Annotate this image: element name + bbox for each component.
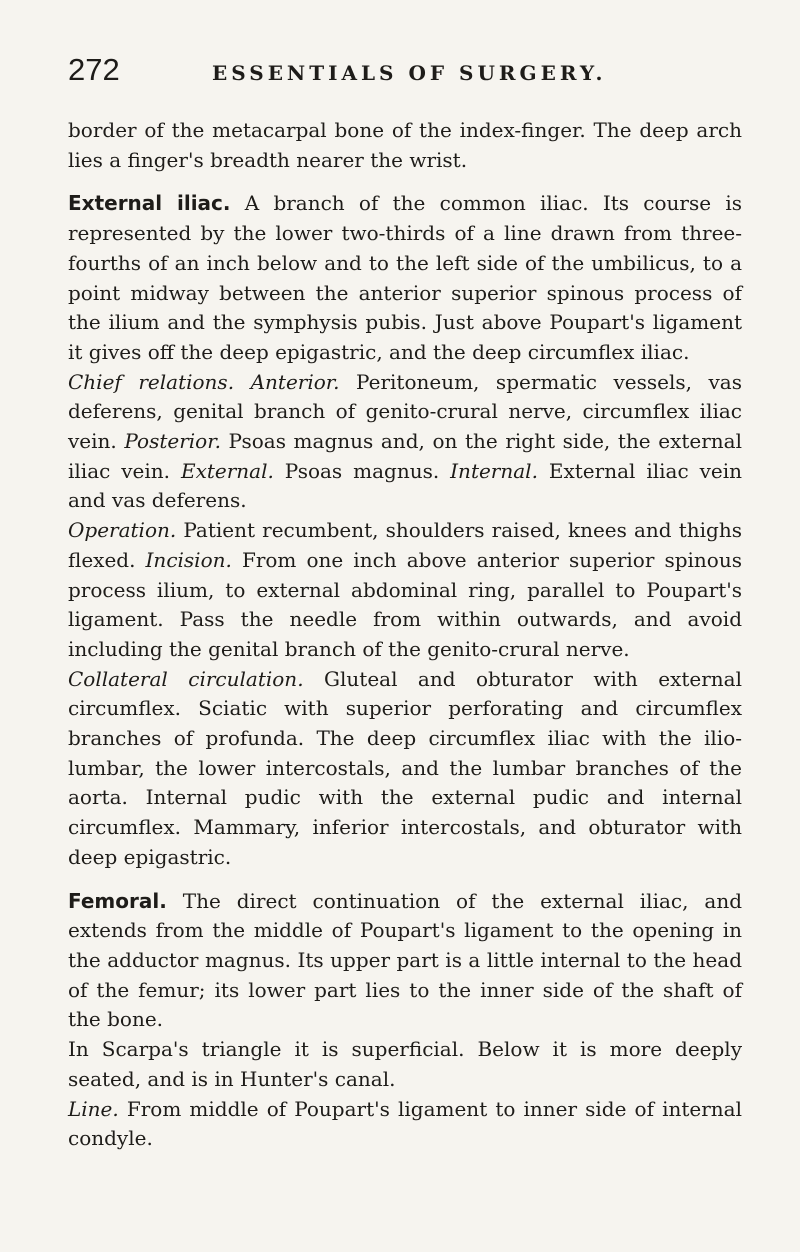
paragraph-line [68,1095,742,1154]
label-external: External. [180,458,274,483]
paragraph-external-iliac [68,189,742,367]
label-incision: Incision. [145,547,232,572]
section-heading-femoral: Femoral. [68,888,167,913]
text-incision: From one inch above anterior superior spinous process ilium, to external abdominal ring, parallel to Poupart's ligament. Pass the needle from within outwards, and avoid including the genital branch of the genito-crural nerve. [68,547,742,661]
label-posterior: Posterior. [124,429,221,454]
label-line: Line. [68,1096,119,1121]
running-title: ESSENTIALS OF SURGERY. [212,61,607,85]
label-internal: Internal. [450,458,538,483]
paragraph-text: The direct continuation of the external iliac, and extends from the middle of Poupart's ligament to the opening in the adductor magnus. Its upper part is a little internal to the head of the femur; its lower part lies to the inner side of the shaft of the bone. [68,888,742,1032]
label-anterior: Anterior. [250,369,340,394]
text-line: From middle of Poupart's ligament to inner side of internal condyle. [68,1096,742,1151]
label-operation: Operation. [68,518,177,543]
page-number: 272 [68,52,120,87]
section-heading-external-iliac: External iliac. [68,191,231,216]
paragraph-text: In Scarpa's triangle it is superficial. Below it is more deeply seated, and is in Hunter's canal. [68,1037,742,1091]
paragraph-chief-relations [68,368,742,517]
paragraph-femoral [68,887,742,1036]
text-posterior: Psoas magnus and, on the right side, the external iliac vein. [68,429,742,483]
text-internal: External iliac vein and vas deferens. [68,458,742,513]
text-anterior: Peritoneum, spermatic vessels, vas deferens, genital branch of genito-crural nerve, circumflex iliac vein. [68,369,742,454]
paragraph-continuation [68,116,742,175]
paragraph-scarpa [68,1035,742,1094]
text-operation: Patient recumbent, shoulders raised, knees and thighs flexed. [68,518,742,572]
text-external: Psoas magnus. [273,458,451,483]
paragraph-text: A branch of the common iliac. Its course is represented by the lower two-thirds of a line drawn from three-fourths of an inch below and to the left side of the umbilicus, to a point midway between the anterior superior spinous process of the ilium and the symphysis pubis. Just above Poupart's ligament it gives off the deep epigastric, and the deep circumflex iliac. [68,191,742,364]
text-collateral-circulation: Gluteal and obturator with external circumflex. Sciatic with superior perforating and circumflex branches of profunda. The deep circumflex iliac with the ilio-lumbar, the lower intercostals, and the lumbar branches of the aorta. Internal pudic with the external pudic and internal circumflex. Mammary, inferior intercostals, and obturator with deep epigastric. [68,666,742,869]
label-collateral-circulation: Collateral circulation. [68,666,304,691]
label-chief-relations: Chief relations. [68,369,235,394]
body-text [68,116,742,1154]
running-head [68,52,742,92]
paragraph-operation [68,516,742,665]
paragraph-text: border of the metacarpal bone of the index-finger. The deep arch lies a finger's breadth nearer the wrist. [68,118,742,172]
paragraph-collateral-circulation [68,665,742,873]
